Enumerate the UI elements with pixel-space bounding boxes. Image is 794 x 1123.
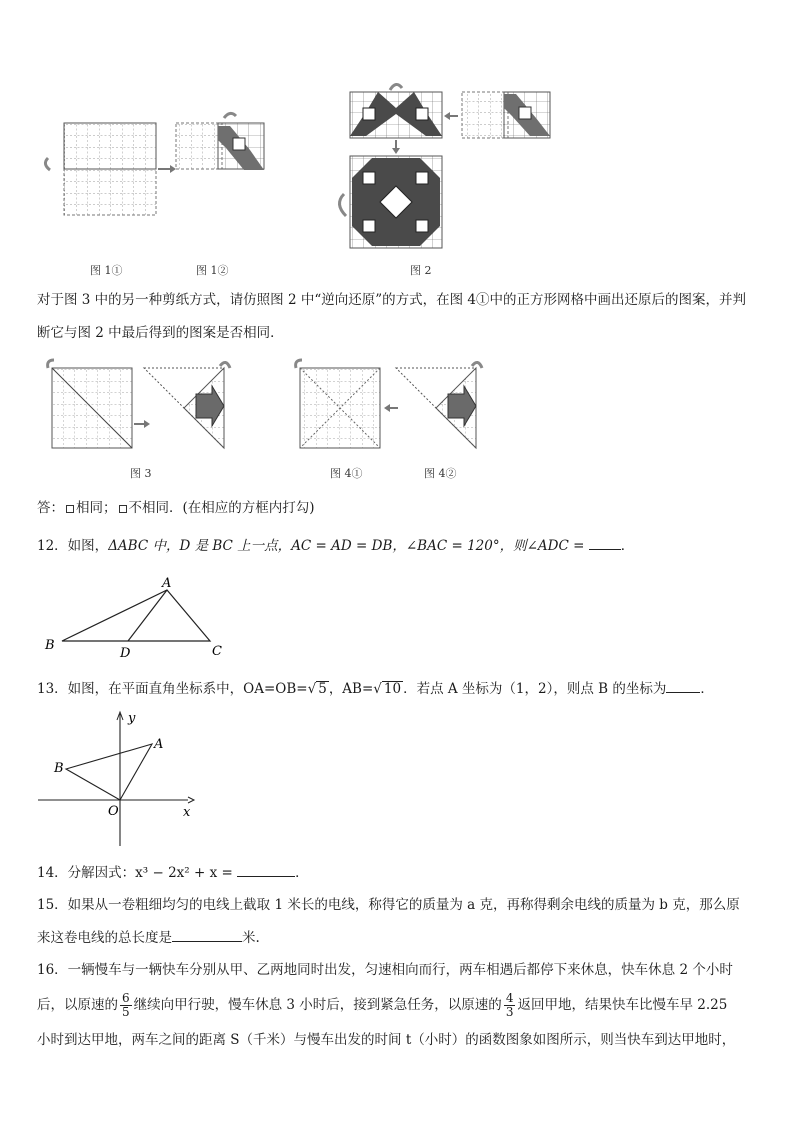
q12-end: ．: [620, 538, 635, 554]
q15-line-2: [37, 927, 260, 948]
q14-answer-blank[interactable]: [237, 862, 295, 877]
label-C: C: [212, 644, 222, 659]
paper-cutting-figures-top: [30, 78, 570, 283]
question-12: [37, 535, 634, 556]
caption-figure-4-1: 图 4①: [330, 467, 363, 480]
point-label-A: A: [154, 737, 164, 752]
q11-text-line-1: 对于图 3 中的另一种剪纸方式，请仿照图 2 中“逆向还原”的方式，在图 4①中的正方形网格中画出还原后的图案，并判: [37, 292, 747, 308]
fraction-six-fifths: [120, 992, 132, 1019]
caption-figure-3: 图 3: [130, 467, 152, 480]
q15-answer-blank[interactable]: [172, 927, 242, 942]
answer-option-different: 不相同．(在相应的方框内打勾): [128, 500, 315, 516]
q14-end: ．: [295, 865, 309, 881]
label-B: B: [45, 638, 55, 653]
checkbox-same[interactable]: [66, 505, 74, 513]
fraction-2-numerator: 4: [505, 991, 514, 1005]
q12-text-d: AC = AD = DB，∠BAC = 120°，则∠ADC =: [291, 538, 585, 554]
q13-end: ．: [700, 681, 714, 697]
answer-option-same: 相同；: [76, 500, 117, 516]
q11-answer: [37, 498, 315, 518]
q13-text-a: 13．如图，在平面直角坐标系中，OA=OB=: [37, 681, 308, 697]
q15-text-b: 米.: [242, 930, 260, 946]
q13-sqrt-10: 10: [383, 681, 402, 697]
figure-4-1: [296, 360, 482, 448]
caption-figure-2: 图 2: [410, 264, 432, 277]
answer-prefix: 答：: [37, 500, 64, 516]
q16-line-3: 小时到达甲地，两车之间的距离 S（千米）与慢车出发的时间 t（小时）的函数图象如图所示，则当快车到达甲地时，: [37, 1032, 736, 1048]
point-label-O: O: [108, 804, 119, 819]
q15-text-a: 来这卷电线的总长度是: [37, 930, 172, 946]
q12-answer-blank[interactable]: [589, 535, 621, 550]
fraction-four-thirds: [504, 992, 516, 1019]
q12-text-b: ΔABC 中，: [108, 538, 180, 554]
label-A: A: [162, 576, 172, 591]
question-14: [37, 862, 309, 883]
q12-text-c: D 是 BC 上一点，: [179, 538, 292, 554]
q12-text-a: 12．如图，: [37, 538, 109, 554]
figure-1-1: [45, 123, 156, 215]
checkbox-different[interactable]: [119, 505, 127, 513]
q16-text-a: 后，以原速的: [37, 997, 118, 1013]
axis-label-y: y: [128, 711, 136, 726]
q14-text: 14．分解因式：x³ − 2x² + x =: [37, 865, 233, 881]
fraction-1-denominator: 5: [122, 1005, 130, 1019]
point-label-B: B: [54, 761, 64, 776]
paper-cutting-figures-mid: [40, 358, 500, 458]
q11-text-line-2: 断它与图 2 中最后得到的图案是否相同．: [37, 325, 284, 341]
figure-3: [48, 360, 230, 448]
q16-line-2: [37, 992, 727, 1019]
q15-line-1: 15．如果从一卷粗细均匀的电线上截取 1 米长的电线，称得它的质量为 a 克，再称得剩余电线的质量为 b 克，那么原: [37, 897, 740, 913]
fraction-2-denominator: 3: [505, 1005, 514, 1019]
q13-text-c: ．若点 A 坐标为（1，2），则点 B 的坐标为: [403, 681, 667, 697]
figure-2: [339, 84, 550, 248]
figure-1-2: [176, 113, 264, 170]
label-D: D: [120, 646, 131, 660]
q16-text-c: 返回甲地，结果快车比慢车早 2.25: [517, 997, 728, 1013]
q16-text-b: 继续向甲行驶，慢车休息 3 小时后，接到紧急任务，以原速的: [133, 997, 502, 1013]
fraction-1-numerator: 6: [122, 991, 130, 1005]
q13-text-b: ，AB=: [328, 681, 374, 697]
caption-figure-4-2: 图 4②: [424, 467, 457, 480]
caption-figure-1-1: 图 1①: [90, 264, 123, 277]
question-13: 13．如图，在平面直角坐标系中，OA=OB=√ 5 ，AB=√ 10 ．若点 A 坐标为（1，2），则点 B 的坐标为 ．: [37, 678, 714, 699]
q13-coordinate-figure: [38, 708, 198, 848]
q13-sqrt-5: 5: [318, 681, 327, 697]
axis-label-x: x: [183, 805, 191, 820]
q13-answer-blank[interactable]: [666, 678, 700, 693]
caption-figure-1-2: 图 1②: [196, 264, 229, 277]
q16-line-1: 16．一辆慢车与一辆快车分别从甲、乙两地同时出发，匀速相向而行，两车相遇后都停下来休息，快车休息 2 个小时: [37, 962, 733, 978]
q12-triangle-figure: [40, 575, 240, 660]
